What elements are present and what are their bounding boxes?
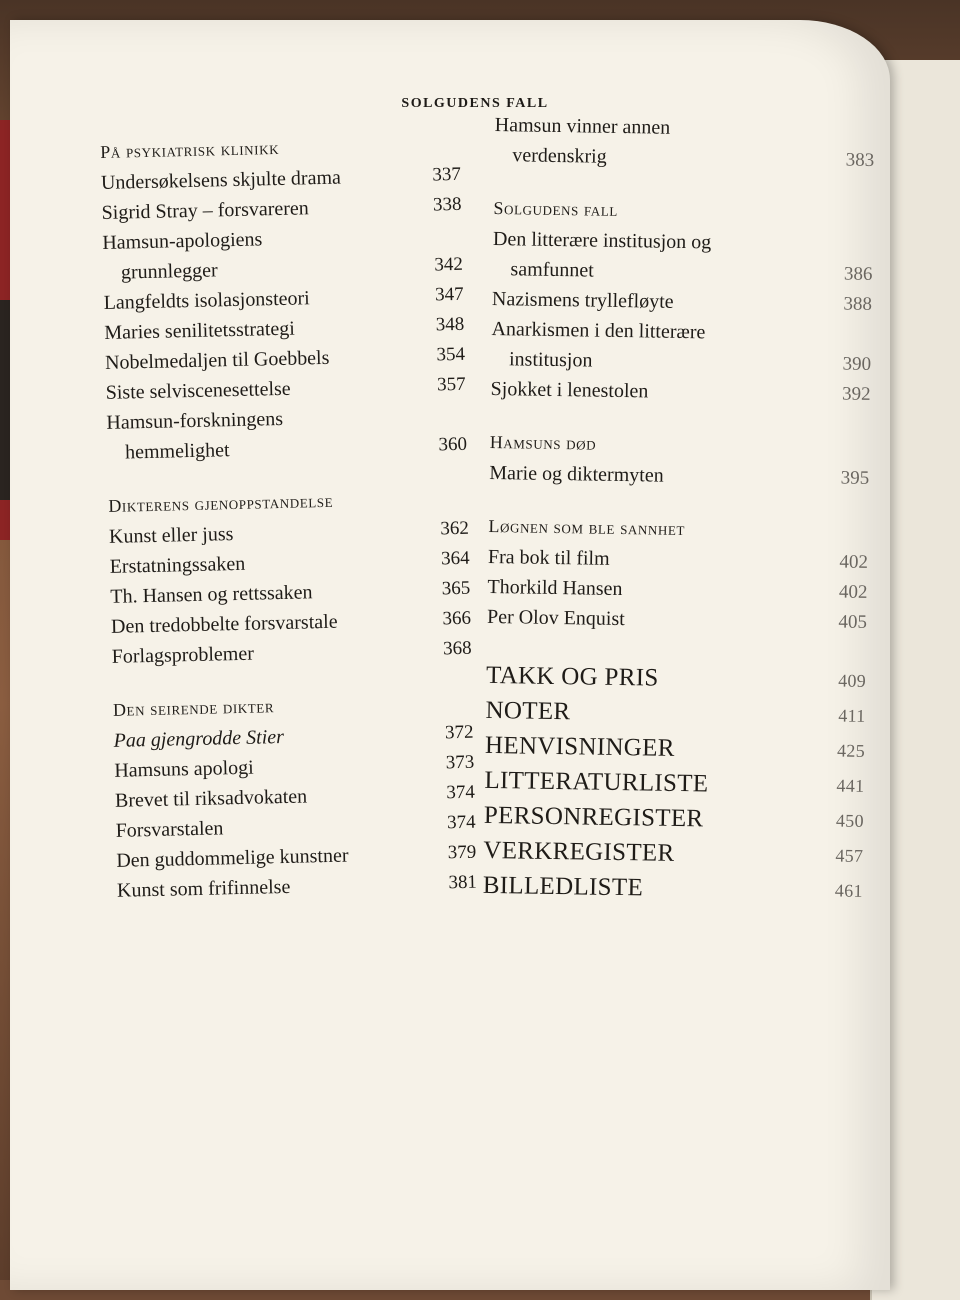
entry-title-line2: institusjon bbox=[508, 348, 593, 372]
entry-title-line1: Den litterære institusjon og bbox=[492, 227, 712, 254]
entry-title: Th. Hansen og rettssaken bbox=[110, 581, 313, 608]
entry-page: 348 bbox=[435, 313, 465, 336]
entry-page: 425 bbox=[836, 740, 866, 761]
entry-page: 390 bbox=[842, 353, 872, 375]
back-matter bbox=[483, 658, 867, 909]
entry-page: 450 bbox=[835, 810, 865, 831]
entry-title: Thorkild Hansen bbox=[487, 575, 623, 601]
entry-title bbox=[492, 224, 827, 289]
entry-title: VERKREGISTER bbox=[483, 836, 675, 867]
entry-page: 381 bbox=[448, 871, 478, 894]
toc-entry bbox=[486, 658, 867, 699]
entry-title-line2: hemmelighet bbox=[124, 439, 230, 464]
entry-title bbox=[102, 221, 417, 288]
section-title: Solgudens fall bbox=[493, 197, 619, 220]
entry-title: BILLEDLISTE bbox=[482, 871, 644, 902]
entry-page: 388 bbox=[843, 293, 873, 315]
entry-page: 357 bbox=[436, 373, 466, 396]
entry-title-line1: Hamsun vinner annen bbox=[494, 113, 671, 139]
entry-title: HENVISNINGER bbox=[484, 731, 675, 762]
entry-page: 342 bbox=[434, 253, 464, 276]
entry-page: 360 bbox=[438, 433, 468, 456]
section-title: Løgnen som ble sannhet bbox=[488, 515, 686, 540]
entry-page: 411 bbox=[838, 705, 866, 726]
entry-title-line2: verdenskrig bbox=[512, 144, 607, 168]
entry-page: 409 bbox=[838, 670, 867, 691]
toc-entry bbox=[483, 833, 864, 874]
entry-title-line1: Hamsun-forskningens bbox=[106, 407, 284, 434]
entry-page: 368 bbox=[442, 637, 472, 660]
entry-title: Forlagsproblemer bbox=[111, 642, 255, 668]
entry-page: 373 bbox=[445, 751, 475, 774]
toc-entry bbox=[487, 602, 867, 638]
entry-page: 405 bbox=[838, 611, 868, 633]
entry-title: Forsvarstalen bbox=[115, 817, 224, 842]
entry-page: 354 bbox=[436, 343, 466, 366]
entry-page: 362 bbox=[440, 517, 470, 540]
entry-title: Den tredobbelte forsvarstale bbox=[110, 610, 338, 638]
entry-page: 374 bbox=[446, 781, 476, 804]
entry-title bbox=[106, 401, 421, 468]
entry-title: Maries senilitetsstrategi bbox=[104, 317, 296, 344]
toc-entry bbox=[106, 400, 467, 468]
entry-page: 457 bbox=[835, 845, 864, 866]
toc-section bbox=[100, 132, 467, 468]
entry-page: 461 bbox=[834, 880, 863, 901]
entry-page: 386 bbox=[843, 263, 873, 285]
toc-section bbox=[108, 486, 472, 672]
entry-page: 395 bbox=[840, 467, 870, 489]
entry-page: 383 bbox=[845, 149, 875, 171]
toc-entry bbox=[102, 220, 463, 288]
entry-page: 337 bbox=[432, 163, 462, 186]
entry-title: Per Olov Enquist bbox=[486, 605, 625, 631]
toc-entry bbox=[484, 798, 865, 839]
entry-title: Hamsuns apologi bbox=[114, 756, 254, 782]
entry-title bbox=[494, 110, 829, 175]
toc-entry bbox=[484, 763, 865, 804]
entry-title: Nobelmedaljen til Goebbels bbox=[104, 346, 330, 374]
toc-section bbox=[490, 196, 873, 410]
entry-title-line1: Hamsun-apologiens bbox=[102, 228, 263, 254]
entry-title-line1: Anarkismen i den litterære bbox=[491, 317, 706, 344]
entry-title: Brevet til riksadvokaten bbox=[114, 785, 308, 812]
entry-page: 372 bbox=[444, 721, 474, 744]
toc-left-column bbox=[100, 132, 478, 932]
entry-title: Sjokket i lenestolen bbox=[490, 377, 649, 403]
entry-title: Den guddommelige kunstner bbox=[116, 844, 349, 872]
section-title: Den seirende dikter bbox=[112, 696, 275, 720]
toc-entry bbox=[483, 868, 864, 909]
entry-title: Marie og diktermyten bbox=[489, 461, 664, 487]
entry-page: 347 bbox=[434, 283, 464, 306]
entry-page: 365 bbox=[441, 577, 471, 600]
entry-page: 364 bbox=[440, 547, 470, 570]
toc-entry bbox=[489, 458, 869, 494]
entry-title: NOTER bbox=[485, 696, 571, 726]
toc-entry bbox=[485, 693, 866, 734]
entry-page: 379 bbox=[447, 841, 477, 864]
toc-entry bbox=[492, 224, 873, 290]
entry-title: LITTERATURLISTE bbox=[484, 766, 709, 798]
entry-title: Kunst eller juss bbox=[108, 523, 234, 548]
section-title: På psykiatrisk klinikk bbox=[100, 137, 280, 162]
entry-page: 392 bbox=[841, 383, 871, 405]
toc-section bbox=[113, 690, 478, 906]
entry-title: TAKK OG PRIS bbox=[485, 661, 659, 692]
toc-entry bbox=[490, 374, 870, 410]
entry-title: PERSONREGISTER bbox=[483, 801, 704, 833]
entry-title: Nazismens tryllefløyte bbox=[491, 287, 674, 313]
entry-title: Sigrid Stray – forsvareren bbox=[101, 197, 310, 224]
toc-section bbox=[489, 430, 870, 494]
entry-title-line2: grunnlegger bbox=[120, 259, 218, 284]
section-title: Dikterens gjenoppstandelse bbox=[108, 490, 334, 516]
toc-entry bbox=[485, 728, 866, 769]
running-head: SOLGUDENS FALL bbox=[401, 96, 549, 111]
toc-entry bbox=[494, 110, 875, 176]
entry-title: Siste selviscenesettelse bbox=[105, 377, 291, 404]
entry-title: Langfeldts isolasjonsteori bbox=[103, 287, 310, 314]
toc-entry bbox=[491, 314, 872, 380]
toc-section bbox=[494, 110, 875, 176]
entry-title: Kunst som frifinnelse bbox=[116, 875, 291, 902]
toc-right-column bbox=[482, 110, 875, 935]
entry-title: Fra bok til film bbox=[487, 545, 610, 570]
entry-title: Undersøkelsens skjulte drama bbox=[100, 166, 342, 194]
entry-title: Paa gjengrodde Stier bbox=[113, 725, 285, 752]
entry-title bbox=[491, 314, 826, 379]
toc-section bbox=[487, 514, 869, 638]
entry-page: 374 bbox=[446, 811, 476, 834]
entry-page: 402 bbox=[838, 581, 868, 603]
entry-title-line2: samfunnet bbox=[510, 258, 594, 282]
entry-page: 338 bbox=[432, 193, 462, 216]
entry-page: 441 bbox=[836, 775, 865, 796]
entry-title: Erstatningssaken bbox=[109, 552, 246, 578]
entry-page: 366 bbox=[442, 607, 472, 630]
section-title: Hamsuns død bbox=[489, 431, 597, 454]
entry-page: 402 bbox=[839, 551, 869, 573]
